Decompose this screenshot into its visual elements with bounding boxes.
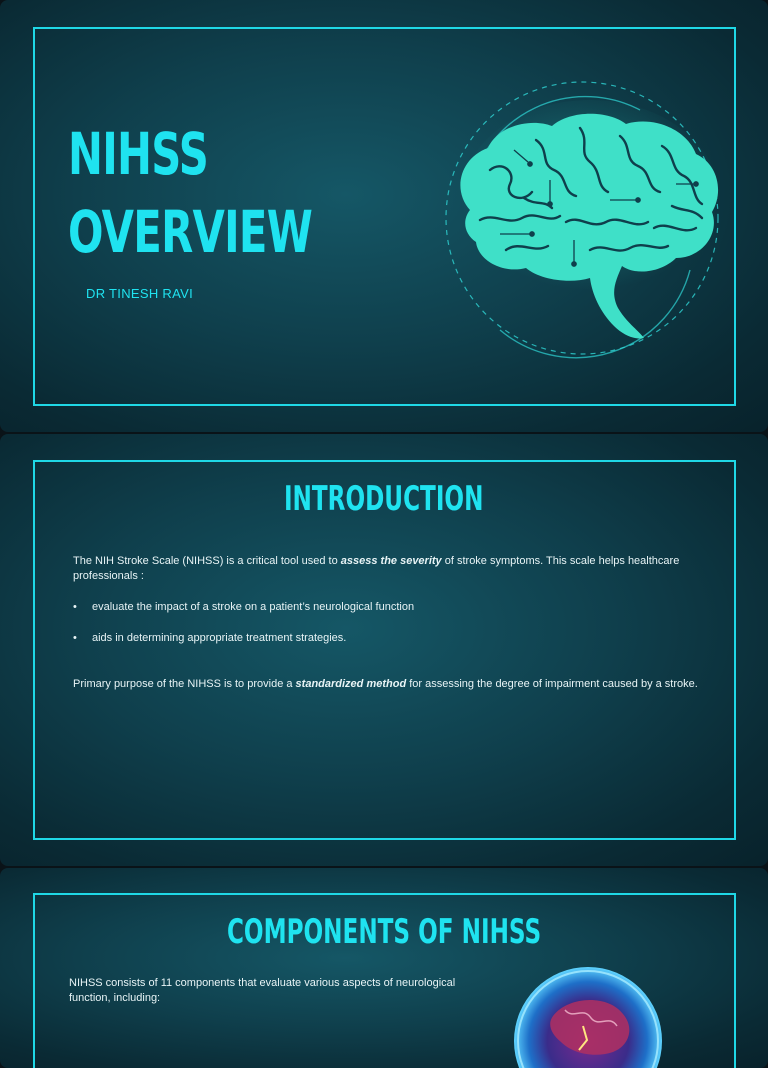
introduction-slide: INTRODUCTION The NIH Stroke Scale (NIHSS) is a critical tool used to assess the severity of stroke symptoms. This scale helps healthcare professionals : • evaluate the impact of a stroke on a patient’s neurological function • aids in determining appropriate treatment strategies. Primary purpose of the NIHSS is to provide a standardized method for assessing the degree of impairment caused by a stroke.	[0, 434, 768, 866]
slide-heading: INTRODUCTION	[284, 479, 484, 519]
brain-circuit-icon	[440, 80, 730, 360]
slide-heading: COMPONENTS OF NIHSS	[226, 912, 542, 952]
title-slide	[0, 0, 768, 432]
author-name: DR TINESH RAVI	[86, 286, 194, 301]
bullet-icon: •	[73, 601, 77, 613]
components-slide	[0, 868, 768, 1068]
title-line-2: OVERVIEW	[68, 198, 313, 266]
title-line-1: NIHSS	[68, 120, 209, 188]
purpose-paragraph: Primary purpose of the NIHSS is to provide a standardized method for assessing the degree of impairment caused by a stroke.	[73, 678, 698, 690]
emphasis-text: assess the severity	[340, 555, 442, 567]
brain-scan-icon	[513, 966, 663, 1068]
emphasis-text: standardized method	[295, 678, 407, 690]
intro-paragraph: The NIH Stroke Scale (NIHSS) is a critical tool used to assess the severity of stroke symptoms. This scale helps healthcare professionals :	[73, 555, 680, 582]
bullet-icon: •	[73, 632, 77, 644]
components-paragraph: NIHSS consists of 11 components that evaluate various aspects of neurological function, including:	[69, 977, 456, 1004]
